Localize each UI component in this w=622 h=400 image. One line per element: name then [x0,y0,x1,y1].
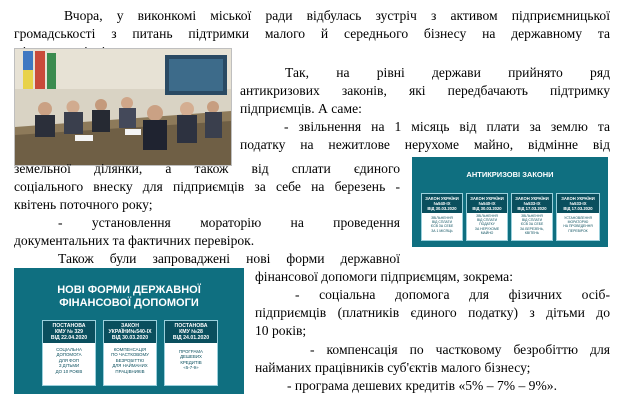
paragraph-line: Вчора, у виконкомі міської ради відбулась зустріч з активом підприємницької [64,8,610,23]
paragraph-line: Так, на рівні держави прийнято ряд [285,65,610,80]
law-card-body: ЗВІЛЬНЕННЯ ВІД СПЛАТИ ЄСВ ЗА СЕБЕ ЗА 1 МІСЯЦЬ [430,216,454,233]
slide-title: АНТИКРИЗОВІ ЗАКОНИ [466,170,554,179]
law-card-header: ЗАКОН УКРАЇНИ №540-IX ВІД 30.03.2020 [467,194,507,213]
law-card-header: ЗАКОН УКРАЇНИ №533-IX ВІД 17.03.2020 [557,194,599,213]
aid-card-body: СОЦІАЛЬНА ДОПОМОГА ДЛЯ ФОП З ДІТЬМИ ДО 10 РОКІВ [55,347,83,374]
aid-card-header: ЗАКОН УКРАЇНИ№540-IX ВІД 30.03.2020 [104,321,156,343]
paragraph-line: фінансової допомоги підприємцям, зокрема: [255,269,513,284]
paragraph-line: підприємців. А саме: [240,101,362,116]
aid-card [42,320,96,386]
paragraph-line: 10 років; [255,323,307,338]
paragraph-line: Також були запроваджені нові форми державної [58,251,400,266]
paragraph-line: антикризових законів, які передбачають підтримку [240,83,610,98]
paragraph-line: - установлення мораторію на проведення [58,215,400,230]
paragraph-line: - звільнення на 1 місяць від плати за землю та [284,119,610,134]
law-card-body: ЗВІЛЬНЕННЯ ВІД СПЛАТИ ПОДАТКУ ЗА НЕРУХОМЕ МАЙНО [474,214,500,235]
meeting-photo-image [15,49,231,165]
paragraph-line: - компенсація по частковому безробіттю для [310,342,610,357]
aid-card-body: ПРОГРАМА ДЕШЕВИХ КРЕДИТІВ «5-7-9» [179,349,203,371]
meeting-photo [14,48,232,166]
aid-card-header: ПОСТАНОВА КМУ №28 ВІД 24.01.2020 [165,321,217,343]
law-card-header: ЗАКОН УКРАЇНИ №533-IX ВІД 17.03.2020 [512,194,552,213]
financial-aid-slide [14,268,244,394]
paragraph-line: соціального внеску для підприємців за себе на березень - [14,179,400,194]
paragraph-line: - соціальна допомога для фізичних осіб- [295,287,610,302]
paragraph-line: податку на нежитлове нерухоме майно, відмінне від [240,137,610,152]
law-card-header: ЗАКОН УКРАЇНИ №540-IX ВІД 30.03.2020 [422,194,462,213]
law-card [466,193,508,241]
law-card-body: УСТАНОВЛЕННЯ МОРАТОРІЮ НА ПРОВЕДЕННЯ ПЕРЕВІРОК [563,216,593,233]
paragraph-line: документальних та фактичних перевірок. [14,233,255,248]
law-card [421,193,463,241]
law-card [556,193,600,241]
aid-card [103,320,157,386]
aid-card-header: ПОСТАНОВА КМУ № 329 ВІД 22.04.2020 [43,321,95,343]
paragraph-line: квітень поточного року; [14,197,153,212]
paragraph-line: земельної ділянки, а також від сплати єдиного [14,161,400,176]
aid-card [164,320,218,386]
paragraph-line: - програма дешевих кредитів «5% – 7% – 9%». [287,378,558,393]
aid-card-body: КОМПЕНСАЦІЯ ПО ЧАСТКОВОМУ БЕЗРОБІТТЮ ДЛЯ НАЙМАНИХ ПРАЦІВНИКІВ [111,347,149,374]
slide-title: НОВІ ФОРМИ ДЕРЖАВНОЇ ФІНАНСОВОЇ ДОПОМОГИ [57,284,201,309]
law-card-body: ЗВІЛЬНЕННЯ ВІД СПЛАТИ ЄСВ ЗА СЕБЕ ЗА БЕРЕЗЕНЬ, КВІТЕНЬ [519,214,545,235]
paragraph-line: громадськості з питань підтримки малого й середнього бізнесу на державному та [14,26,610,41]
paragraph-line: найманих працівників суб'єктів малого бізнесу; [255,360,531,375]
paragraph-line: підприємців (платників єдиного податку) з дітьми до [255,305,610,320]
law-card [511,193,553,241]
anti-crisis-laws-slide [412,157,608,247]
